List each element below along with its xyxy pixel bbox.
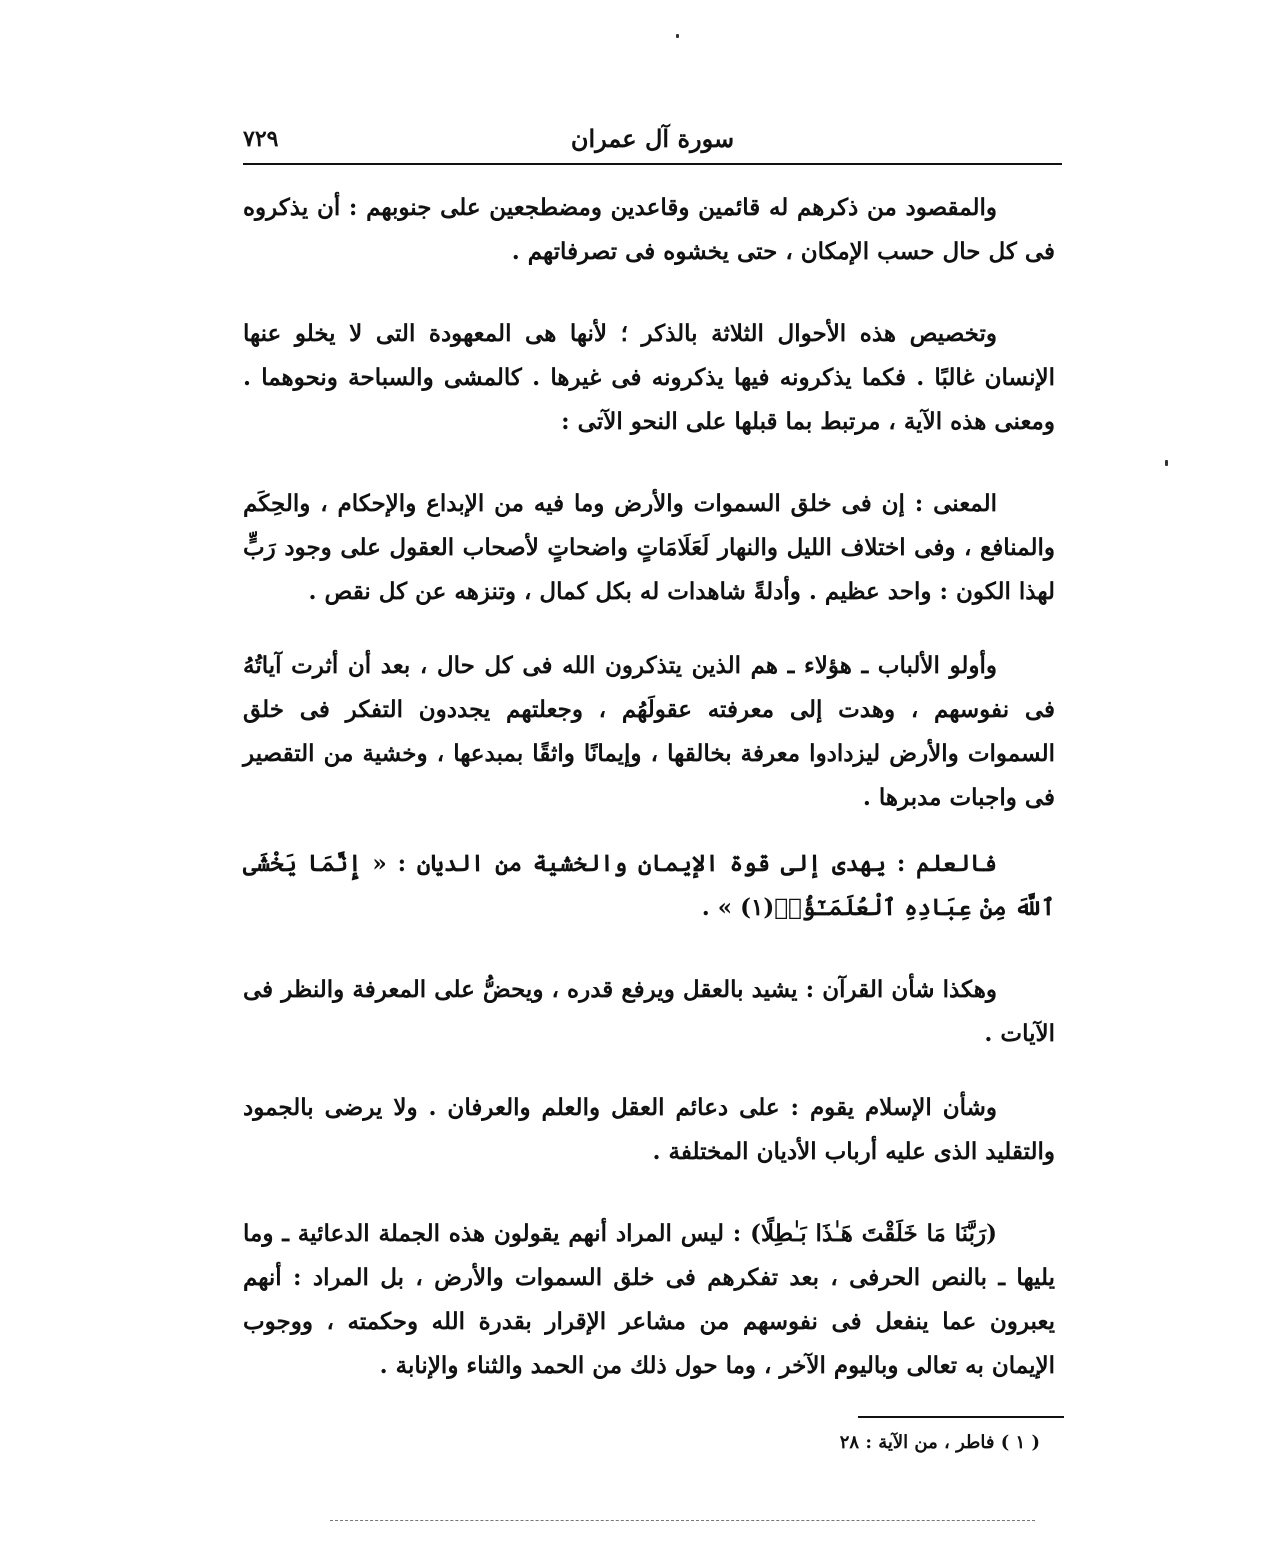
paragraph-7: وشأن الإسلام يقوم : على دعائم العقل والعلم والعرفان . ولا يرضى بالجمود والتقليد الذى عليه أرباب الأديان المختلفة .: [243, 1094, 1055, 1165]
footnote-rule: [858, 1416, 1064, 1418]
page-number: ٧٢٩: [243, 126, 279, 152]
page-header: [243, 118, 1062, 164]
bottom-scan-line: [330, 1520, 1035, 1521]
paragraph-2: وتخصيص هذه الأحوال الثلاثة بالذكر ؛ لأنها هى المعهودة التى لا يخلو عنها الإنسان غالبًا . فكما يذكرونه فيها يذكرونه فى غيرها . كالمشى والسباحة ونحوهما . ومعنى هذه الآية ، مرتبط بما قبلها على النحو الآتى :: [243, 320, 1055, 435]
surah-title: سورة آل عمران: [570, 124, 735, 153]
footnote: ( ١ ) فاطر ، من الآية : ٢٨: [839, 1432, 1040, 1453]
paragraph-3: المعنى : إن فى خلق السموات والأرض وما فيه من الإبداع والإحكام ، والحِكَم والمنافع ، وفى اختلاف الليل والنهار لَعَلَامَاتٍ واضحاتٍ لأصحاب العقول على وجود رَبٍّ لهذا الكون : واحد عظيم . وأدلةً شاهدات له بكل كمال ، وتنزهه عن كل نقص .: [243, 490, 1055, 605]
scan-speck: [676, 34, 679, 38]
paragraph-1: والمقصود من ذكرهم له قائمين وقاعدين ومضطجعين على جنوبهم : أن يذكروه فى كل حال حسب الإمكان ، حتى يخشوه فى تصرفاتهم .: [243, 194, 1055, 265]
paragraph-4: وأولو الألباب ـ هؤلاء ـ هم الذين يتذكرون الله فى كل حال ، بعد أن أثرت آياتُهُ فى نفوسهم ، وهدت إلى معرفته عقولَهُم ، وجعلتهم يجددون التفكر فى خلق السموات والأرض ليزدادوا معرفة بخالقها ، وإيمانًا واثقًا بمبدعها ، وخشية من التقصير فى واجبات مدبرها .: [243, 652, 1055, 811]
paragraph-5: فالعلم : يهدى إلى قوة الإيمان والخشية من الديان : « إِنَّمَا يَخْشَى ٱللَّهَ مِنْ عِبَادِهِ ٱلْعُلَمَـٰٓؤُا۟(١) » .: [243, 850, 1055, 921]
header-rule: [243, 163, 1062, 165]
body-text: [243, 186, 1055, 1388]
paragraph-6: وهكذا شأن القرآن : يشيد بالعقل ويرفع قدره ، ويحضُّ على المعرفة والنظر فى الآيات .: [243, 976, 1055, 1047]
paragraph-8: (رَبَّنَا مَا خَلَقْتَ هَـٰذَا بَـٰطِلًا) : ليس المراد أنهم يقولون هذه الجملة الدعائية ـ وما يليها ـ بالنص الحرفى ، بعد تفكرهم فى خلق السموات والأرض ، بل المراد : أنهم يعبرون عما ينفعل فى نفوسهم من مشاعر الإقرار بقدرة الله وحكمته ، ووجوب الإيمان به تعالى وباليوم الآخر ، وما حول ذلك من الحمد والثناء والإنابة .: [243, 1220, 1055, 1379]
scan-speck: [1165, 460, 1168, 466]
